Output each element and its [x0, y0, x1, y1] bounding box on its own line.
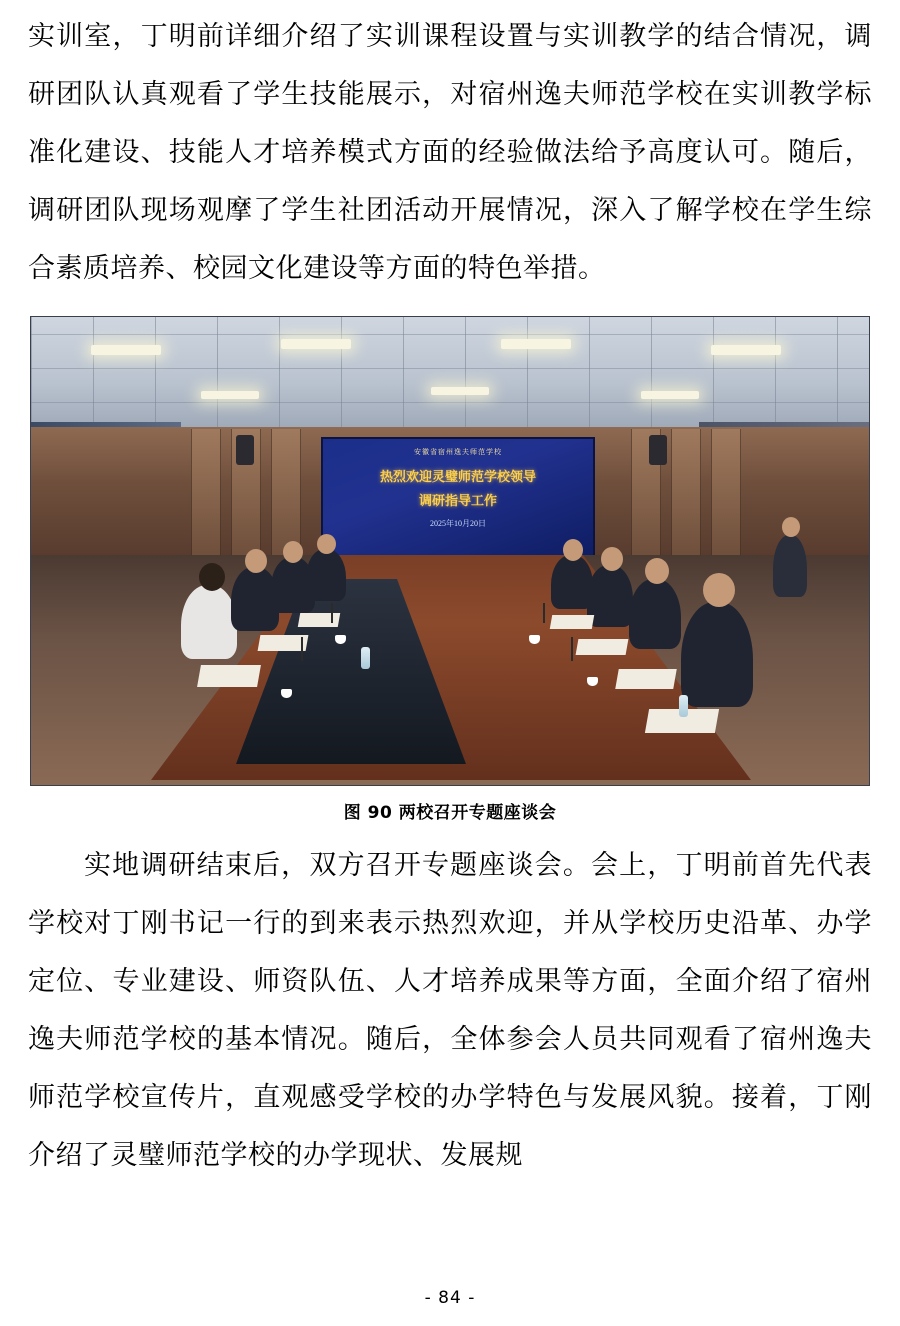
ceiling-light	[91, 345, 161, 355]
attendee	[181, 585, 237, 659]
attendee-head	[199, 563, 225, 591]
teacup	[587, 677, 598, 686]
attendee	[629, 579, 681, 649]
ceiling-light	[641, 391, 699, 399]
screen-date-line: 2025年10月20日	[430, 519, 486, 528]
attendee-head	[645, 558, 669, 584]
document-on-table	[615, 669, 677, 689]
screen-title-line-2: 调研指导工作	[418, 493, 497, 508]
page-number: - 84 -	[424, 1288, 476, 1308]
attendee-head	[563, 539, 583, 561]
screen-org-line: 安徽省宿州逸夫师范学校	[414, 448, 502, 456]
water-bottle	[679, 695, 688, 717]
ceiling-light	[431, 387, 489, 395]
attendee-head	[317, 534, 336, 554]
ceiling-light	[281, 339, 351, 349]
wall-panel	[671, 429, 701, 565]
teacup	[529, 635, 540, 644]
figure-block	[28, 316, 872, 823]
paragraph-second: 实地调研结束后，双方召开专题座谈会。会上，丁明前首先代表学校对丁刚书记一行的到来表示热烈欢迎，并从学校历史沿革、办学定位、专业建设、师资队伍、人才培养成果等方面，全面介绍了宿州逸夫师范学校的基本情况。随后，全体参会人员共同观看了宿州逸夫师范学校宣传片，直观感受学校的办学特色与发展风貌。接着，丁刚介绍了灵璧师范学校的办学现状、发展规	[28, 850, 872, 1171]
microphone	[543, 603, 545, 623]
ceiling-light	[201, 391, 259, 399]
ceiling-light	[501, 339, 571, 349]
attendee	[306, 549, 346, 601]
wall-panel	[711, 429, 741, 565]
attendee-head	[245, 549, 267, 573]
document-on-table	[550, 615, 594, 629]
figure-caption: 图 90 两校召开专题座谈会	[343, 803, 557, 823]
attendee-head	[782, 517, 800, 537]
attendee-head	[601, 547, 623, 571]
attendee-head	[703, 573, 735, 607]
teacup	[281, 689, 292, 698]
attendee-standing	[773, 535, 807, 597]
screen-title-line-1: 热烈欢迎灵璧师范学校领导	[379, 469, 536, 484]
figure-photo-meeting-room	[30, 316, 870, 786]
water-bottle	[361, 647, 370, 669]
microphone	[301, 637, 303, 661]
document-on-table	[197, 665, 261, 687]
attendee-head	[283, 541, 303, 563]
microphone	[331, 603, 333, 623]
speaker-icon	[649, 435, 667, 465]
ceiling	[31, 317, 869, 437]
teacup	[335, 635, 346, 644]
document-on-table	[576, 639, 629, 655]
document-on-table	[298, 613, 340, 627]
ceiling-grid	[31, 317, 869, 437]
ceiling-light	[711, 345, 781, 355]
speaker-icon	[236, 435, 254, 465]
projection-screen	[321, 437, 595, 559]
attendee	[681, 602, 753, 707]
attendee	[587, 565, 633, 627]
microphone	[571, 637, 573, 661]
paragraph-first: 实训室，丁明前详细介绍了实训课程设置与实训教学的结合情况，调研团队认真观看了学生技能展示，对宿州逸夫师范学校在实训教学标准化建设、技能人才培养模式方面的经验做法给予高度认可。随后，调研团队现场观摩了学生社团活动开展情况，深入了解学校在学生综合素质培养、校园文化建设等方面的特色举措。	[28, 21, 872, 284]
wall-panel	[191, 429, 221, 565]
